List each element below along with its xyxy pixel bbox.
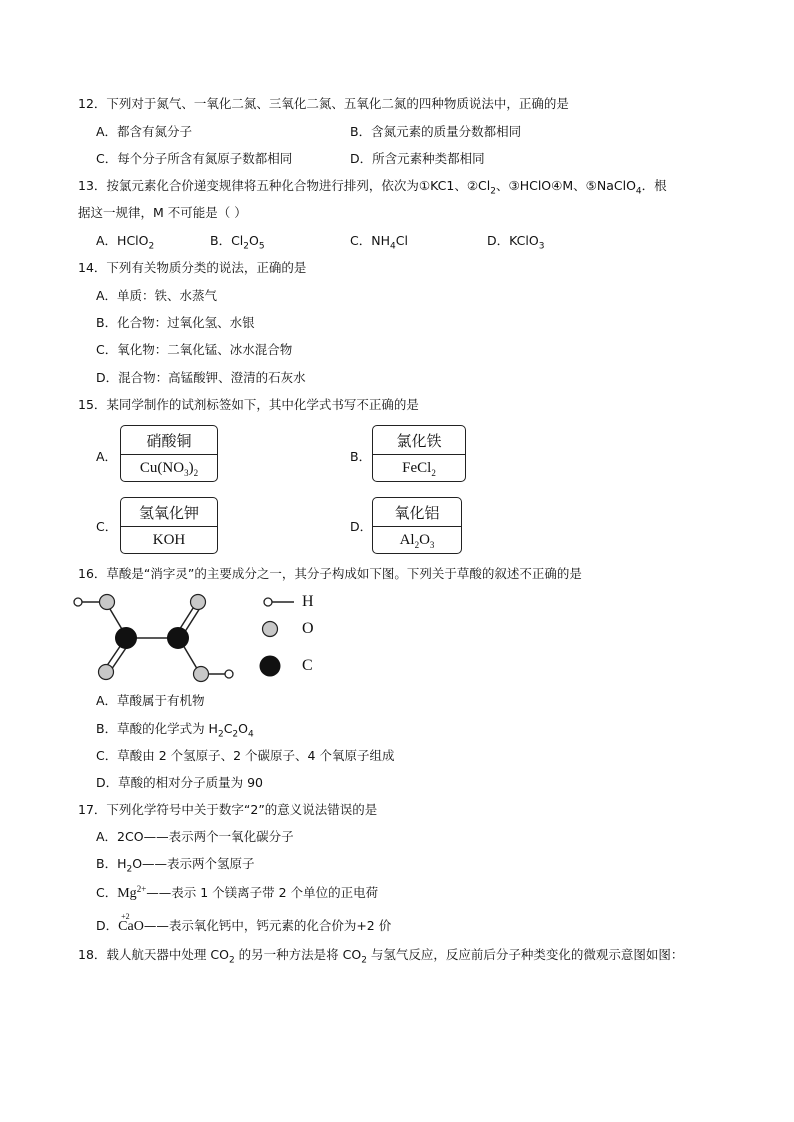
q15-label-d[interactable] xyxy=(372,497,462,554)
q13-stem-line2: 据这一规律，M 不可能是（ ） xyxy=(78,205,247,220)
q12-option-b[interactable]: B．含氮元素的质量分数都相同 xyxy=(350,124,522,139)
q15-option-c-letter[interactable]: C． xyxy=(96,519,118,534)
oxygen-atom xyxy=(191,595,206,610)
q13-compound-5: ⑤NaClO$_4$．根 xyxy=(585,178,667,197)
label-formula: KOH xyxy=(152,532,186,548)
hydrogen-atom xyxy=(74,598,82,606)
q15-option-d-letter[interactable]: D． xyxy=(350,519,373,534)
q15-stem: 15．某同学制作的试剂标签如下，其中化学式书写不正确的是 xyxy=(78,397,419,412)
q13-compound-1: ①KC1、 xyxy=(418,178,467,193)
q17-option-a[interactable]: A．2CO——表示两个一氧化碳分子 xyxy=(96,829,294,844)
legend-o-label: O xyxy=(302,620,314,637)
q14-option-b[interactable]: B．化合物：过氧化氢、水银 xyxy=(96,315,255,330)
q13-compound-3: ③HClO xyxy=(508,178,552,193)
q12-stem: 12．下列对于氮气、一氧化二氮、三氧化二氮、五氧化二氮的四种物质说法中，正确的是 xyxy=(78,96,569,111)
q15-option-b-letter[interactable]: B． xyxy=(350,449,372,464)
q14-stem: 14．下列有关物质分类的说法，正确的是 xyxy=(78,260,307,275)
legend-hydrogen-icon xyxy=(264,598,272,606)
q13-stem-prefix: 13．按氯元素化合价递变规律将五种化合物进行排列，依次为 xyxy=(78,178,419,193)
legend-c-label: C xyxy=(302,657,313,674)
q15-label-c[interactable] xyxy=(120,497,218,554)
legend-oxygen-icon xyxy=(263,622,278,637)
label-divider xyxy=(373,526,461,527)
oxalic-acid-molecule-diagram xyxy=(66,590,256,685)
oxygen-atom xyxy=(100,595,115,610)
q17-option-b[interactable]: B．$H_2O——$表示两个氢原子 xyxy=(96,856,255,875)
q15-label-a[interactable] xyxy=(120,425,218,482)
legend-h-label: H xyxy=(302,593,314,610)
q14-option-a[interactable]: A．单质：铁、水蒸气 xyxy=(96,288,218,303)
label-name: 氧化铝 xyxy=(394,506,440,522)
label-formula: $Cu(NO_3)_2$ xyxy=(139,460,199,478)
carbon-atom xyxy=(168,628,189,649)
q17-stem: 17．下列化学符号中关于数字“2”的意义说法错误的是 xyxy=(78,802,378,817)
q13-option-c[interactable]: C．$NH_4Cl$ xyxy=(350,233,408,252)
label-divider xyxy=(121,526,217,527)
q13-option-b[interactable]: B．$Cl_2O_5$ xyxy=(210,233,265,252)
q13-compound-2: $②Cl_2$、 xyxy=(466,178,509,197)
q13-compound-4: ④M、 xyxy=(551,178,586,193)
hydrogen-atom xyxy=(225,670,233,678)
label-name: 氢氧化钾 xyxy=(138,506,199,522)
label-name: 氯化铁 xyxy=(396,434,442,450)
q16-option-d[interactable]: D．草酸的相对分子质量为 90 xyxy=(96,775,264,790)
label-formula: $Al_2O_3$ xyxy=(399,532,435,550)
oxygen-atom xyxy=(194,667,209,682)
q13-stem-line1 xyxy=(78,178,667,197)
q12-option-d[interactable]: D．所含元素种类都相同 xyxy=(350,151,485,166)
q17-option-c[interactable]: C．$Mg^{2+}——$表示 1 个镁离子带 2 个单位的正电荷 xyxy=(96,883,379,901)
q15-option-a-letter[interactable]: A． xyxy=(96,449,118,464)
legend-carbon-icon xyxy=(260,656,281,677)
q16-stem: 16．草酸是“消字灵”的主要成分之一，其分子构成如下图。下列关于草酸的叙述不正确的是 xyxy=(78,566,582,581)
label-divider xyxy=(373,454,465,455)
carbon-atom xyxy=(116,628,137,649)
label-name: 硝酸铜 xyxy=(146,434,192,450)
q15-label-b[interactable] xyxy=(372,425,466,482)
q13-option-d[interactable]: D．KClO$_3$ xyxy=(487,233,545,252)
valence-notation: +2 Ca xyxy=(118,912,134,934)
q17-option-d[interactable]: D． +2 CaO——表示氧化钙中，钙元素的化合价为+2 价 xyxy=(96,912,392,934)
q16-option-c[interactable]: C．草酸由 2 个氢原子、2 个碳原子、4 个氧原子组成 xyxy=(96,748,395,763)
q13-option-a[interactable]: A．HClO$_2$ xyxy=(96,233,155,252)
atom-legend xyxy=(258,590,308,685)
q18-stem: 18．载人航天器中处理 $CO_2$ 的另一种方法是将 $CO_2$ 与氢气反应，反应前后分子种类变化的微观示意图如图： xyxy=(78,947,684,966)
q14-option-d[interactable]: D．混合物：高锰酸钾、澄清的石灰水 xyxy=(96,370,306,385)
q12-option-c[interactable]: C．每个分子所含有氮原子数都相同 xyxy=(96,151,293,166)
q12-option-a[interactable]: A．都含有氮分子 xyxy=(96,124,193,139)
oxygen-atom xyxy=(99,665,114,680)
label-formula: FeCl$_2$ xyxy=(402,460,436,478)
q16-option-b[interactable]: B．草酸的化学式为 $H_2C_2O_4$ xyxy=(96,721,254,740)
label-divider xyxy=(121,454,217,455)
q16-option-a[interactable]: A．草酸属于有机物 xyxy=(96,693,205,708)
q14-option-c[interactable]: C．氧化物：二氧化锰、冰水混合物 xyxy=(96,342,293,357)
